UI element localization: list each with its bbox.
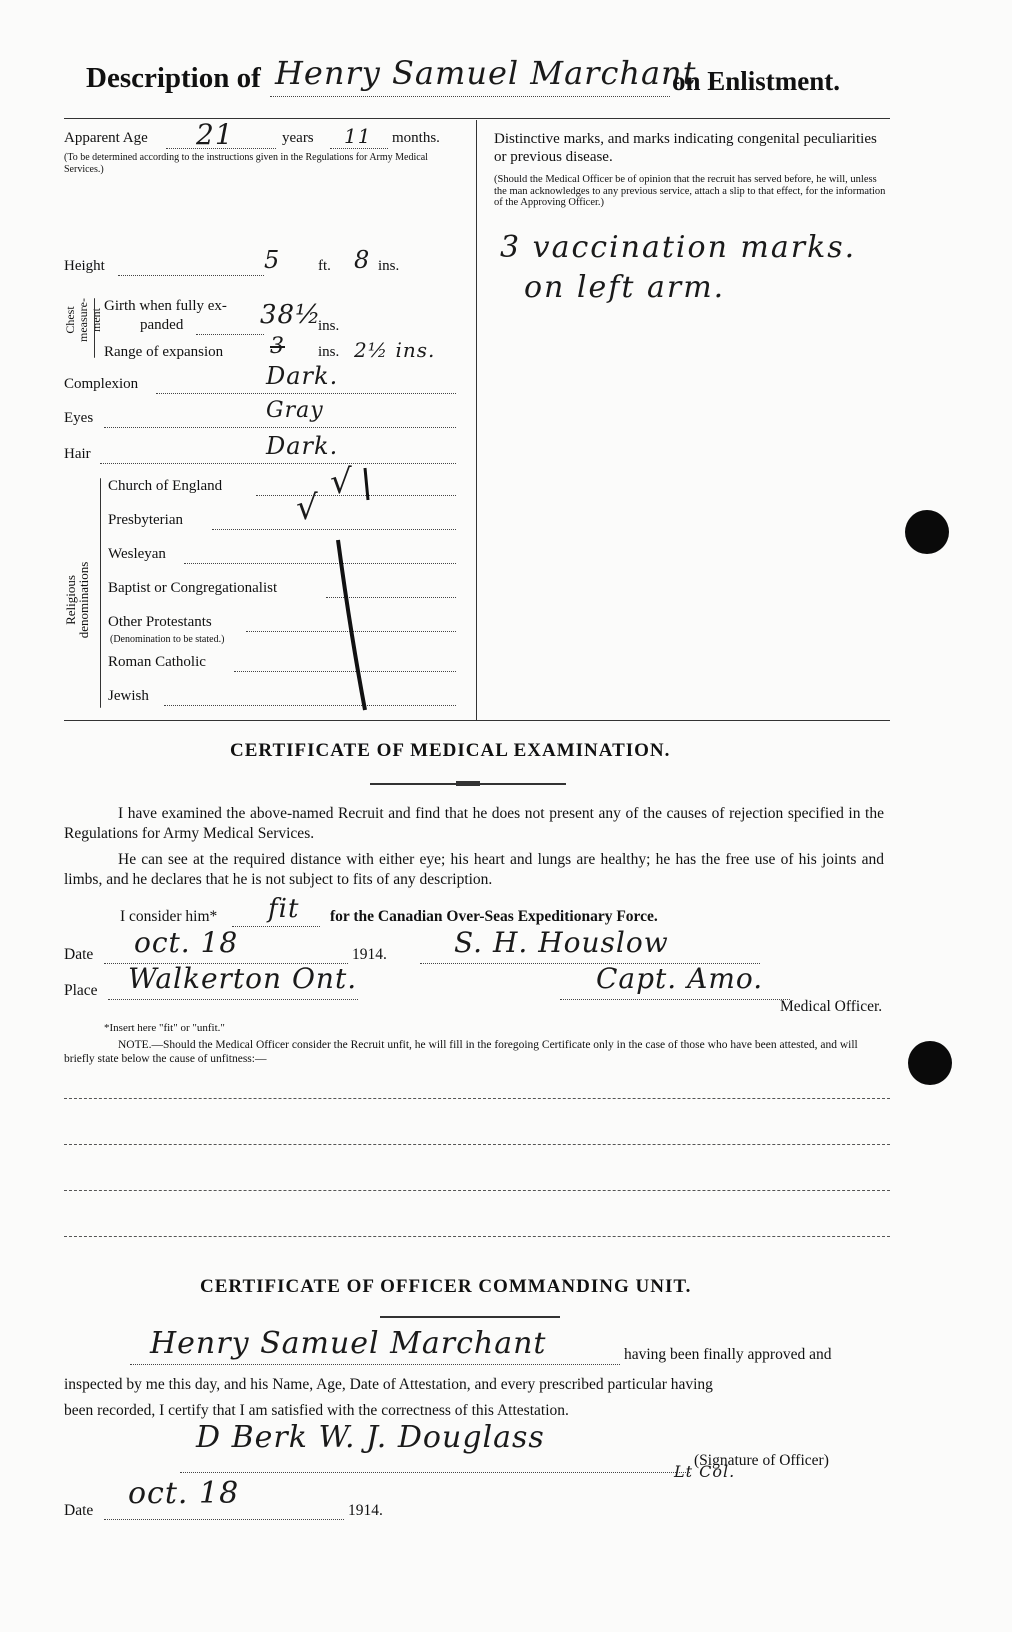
medical-officer-signature: S. H. Houslow [454,926,669,959]
hair-dots [100,463,456,464]
commanding-signature-dots [180,1472,690,1473]
commanding-date-value: oct. 18 [128,1476,240,1511]
religion-other-note: (Denomination to be stated.) [110,634,225,645]
eyes-label: Eyes [64,410,94,426]
commanding-heading-rule [380,1316,560,1318]
medical-officer-title: Medical Officer. [780,998,883,1015]
religion-label [64,550,90,650]
girth-label-1: Girth when fully ex- [104,298,227,314]
recruit-name-handwritten: Henry Samuel Marchant [275,54,697,92]
title-prefix: Description of [86,62,261,94]
months-label: months. [392,130,440,146]
complexion-value: Dark. [266,362,339,390]
religion-strike-lines [320,460,380,720]
chest-brace [94,298,95,358]
age-note-text: (To be determined according to the instructions given in the Regulations for Army Medical Services.) [64,152,428,175]
medical-para-2-text: He can see at the required distance with either eye; his heart and lungs are healthy; he has the free use of his joints and limbs, and he declares that he is not subject to fits of any description. [64,851,884,888]
age-months-line [330,148,388,149]
complexion-dots [156,393,456,394]
punch-hole-bottom [908,1041,952,1085]
medical-note [64,1038,890,1066]
complexion-label: Complexion [64,376,139,392]
consider-dots [232,926,320,927]
header-rule [64,118,890,119]
place-dots [108,999,358,1000]
range-value: 2½ ins. [354,338,436,362]
hair-value: Dark. [266,432,339,460]
commanding-text-1: having been finally approved and [624,1346,832,1363]
marks-line-1: 3 vaccination marks. [500,230,857,265]
consider-suffix-text: for the Canadian Over-Seas Expeditionary Force. [330,908,658,925]
place-value: Walkerton Ont. [128,962,358,995]
commanding-name-dots [130,1364,620,1365]
height-ft-value: 5 [264,246,281,274]
consider-value: fit [268,894,300,924]
commanding-text-3: been recorded, I certify that I am satisfied with the correctness of this Attestation. [64,1402,569,1419]
years-label: years [282,130,314,146]
page-title [86,62,261,95]
commanding-signature-label: (Signature of Officer) [694,1452,829,1469]
marks-note-text: (Should the Medical Officer be of opinion that the recruit has served before, he will, unless the man acknowledges to any previous service, attach a slip to that effect, for the information of the Approving Officer.) [494,174,886,208]
age-note [64,152,454,176]
religion-check-presbyterian: √ [296,488,319,528]
unfitness-line-2 [64,1144,890,1145]
age-months-value: 11 [344,124,372,148]
commanding-year: 1914. [348,1502,383,1519]
height-ins-value: 8 [354,246,371,274]
religion-dots-7 [164,705,456,706]
religion-label-text: Religious denominations [63,561,91,639]
punch-hole-top [905,510,949,554]
medical-officer-rank: Capt. Amo. [596,962,764,995]
religion-church-of-england: Church of England [108,478,223,494]
hair-label: Hair [64,446,91,462]
title-suffix: on Enlistment. [672,66,841,96]
medical-date-value: oct. 18 [134,926,239,959]
girth-label-2: panded [140,317,184,333]
unfitness-line-4 [64,1236,890,1237]
marks-heading [494,130,890,166]
height-label: Height [64,258,105,274]
medical-note-text: NOTE.—Should the Medical Officer consider the Recruit unfit, he will fill in the foregoing Certificate only in the case of those who have been attested, and will briefly state below the cause of unfitness:— [64,1039,858,1065]
commanding-heading: CERTIFICATE OF OFFICER COMMANDING UNIT. [200,1276,692,1297]
unfitness-line-1 [64,1098,890,1099]
medical-para-1 [64,804,884,844]
medical-para-1-text: I have examined the above-named Recruit and find that he does not present any of the causes of rejection specified in the Regulations for Army Medical Services. [64,805,884,842]
section-rule-1 [64,720,890,721]
commanding-recruit-name: Henry Samuel Marchant [150,1326,547,1361]
religion-other-protestants: Other Protestants [108,614,212,630]
chest-label-text: Chest measure-ment [63,298,103,342]
commanding-text-2: inspected by me this day, and his Name, Age, Date of Attestation, and every prescribed particular having [64,1376,713,1393]
height-dots [118,275,264,276]
commanding-date-label: Date [64,1502,94,1519]
marks-line-2: on left arm. [524,270,726,305]
marks-heading-text: Distinctive marks, and marks indicating congenital peculiarities or previous disease. [494,131,877,165]
range-label: Range of expansion [104,344,224,360]
column-divider [476,120,477,720]
girth-dots [196,334,264,335]
commanding-date-dots [104,1519,344,1520]
religion-roman-catholic: Roman Catholic [108,654,206,670]
religion-wesleyan: Wesleyan [108,546,166,562]
chest-measurement-label [64,290,103,350]
rank-dots [560,999,790,1000]
consider-prefix: I consider him* [120,908,218,925]
commanding-signature-rank: Lt Col. [674,1462,736,1481]
consider-suffix [330,908,658,926]
unfitness-line-3 [64,1190,890,1191]
range-value-struck: 3 [270,334,285,359]
marks-note [494,174,890,209]
religion-check-church: √ [330,462,353,502]
ft-label: ft. [318,258,331,274]
eyes-value: Gray [266,398,324,423]
medical-year: 1914. [352,946,387,963]
religion-brace [100,478,101,708]
ins-label: ins. [378,258,400,274]
age-years-value: 21 [196,118,234,151]
medical-para-2 [64,850,884,890]
age-label: Apparent Age [64,130,148,146]
medical-date-label: Date [64,946,94,963]
eyes-dots [104,427,456,428]
religion-jewish: Jewish [108,688,149,704]
name-line [270,96,670,97]
insert-note: *Insert here "fit" or "unfit." [104,1022,225,1034]
medical-heading-rule-dot [456,781,480,786]
religion-baptist: Baptist or Congregationalist [108,580,278,596]
place-label: Place [64,982,98,999]
commanding-signature: D Berk W. J. Douglass [196,1420,545,1455]
medical-heading: CERTIFICATE OF MEDICAL EXAMINATION. [230,740,671,761]
range-unit: ins. [318,344,340,360]
girth-value: 38½ [260,300,322,330]
religion-presbyterian: Presbyterian [108,512,183,528]
girth-unit: ins. [318,318,340,334]
